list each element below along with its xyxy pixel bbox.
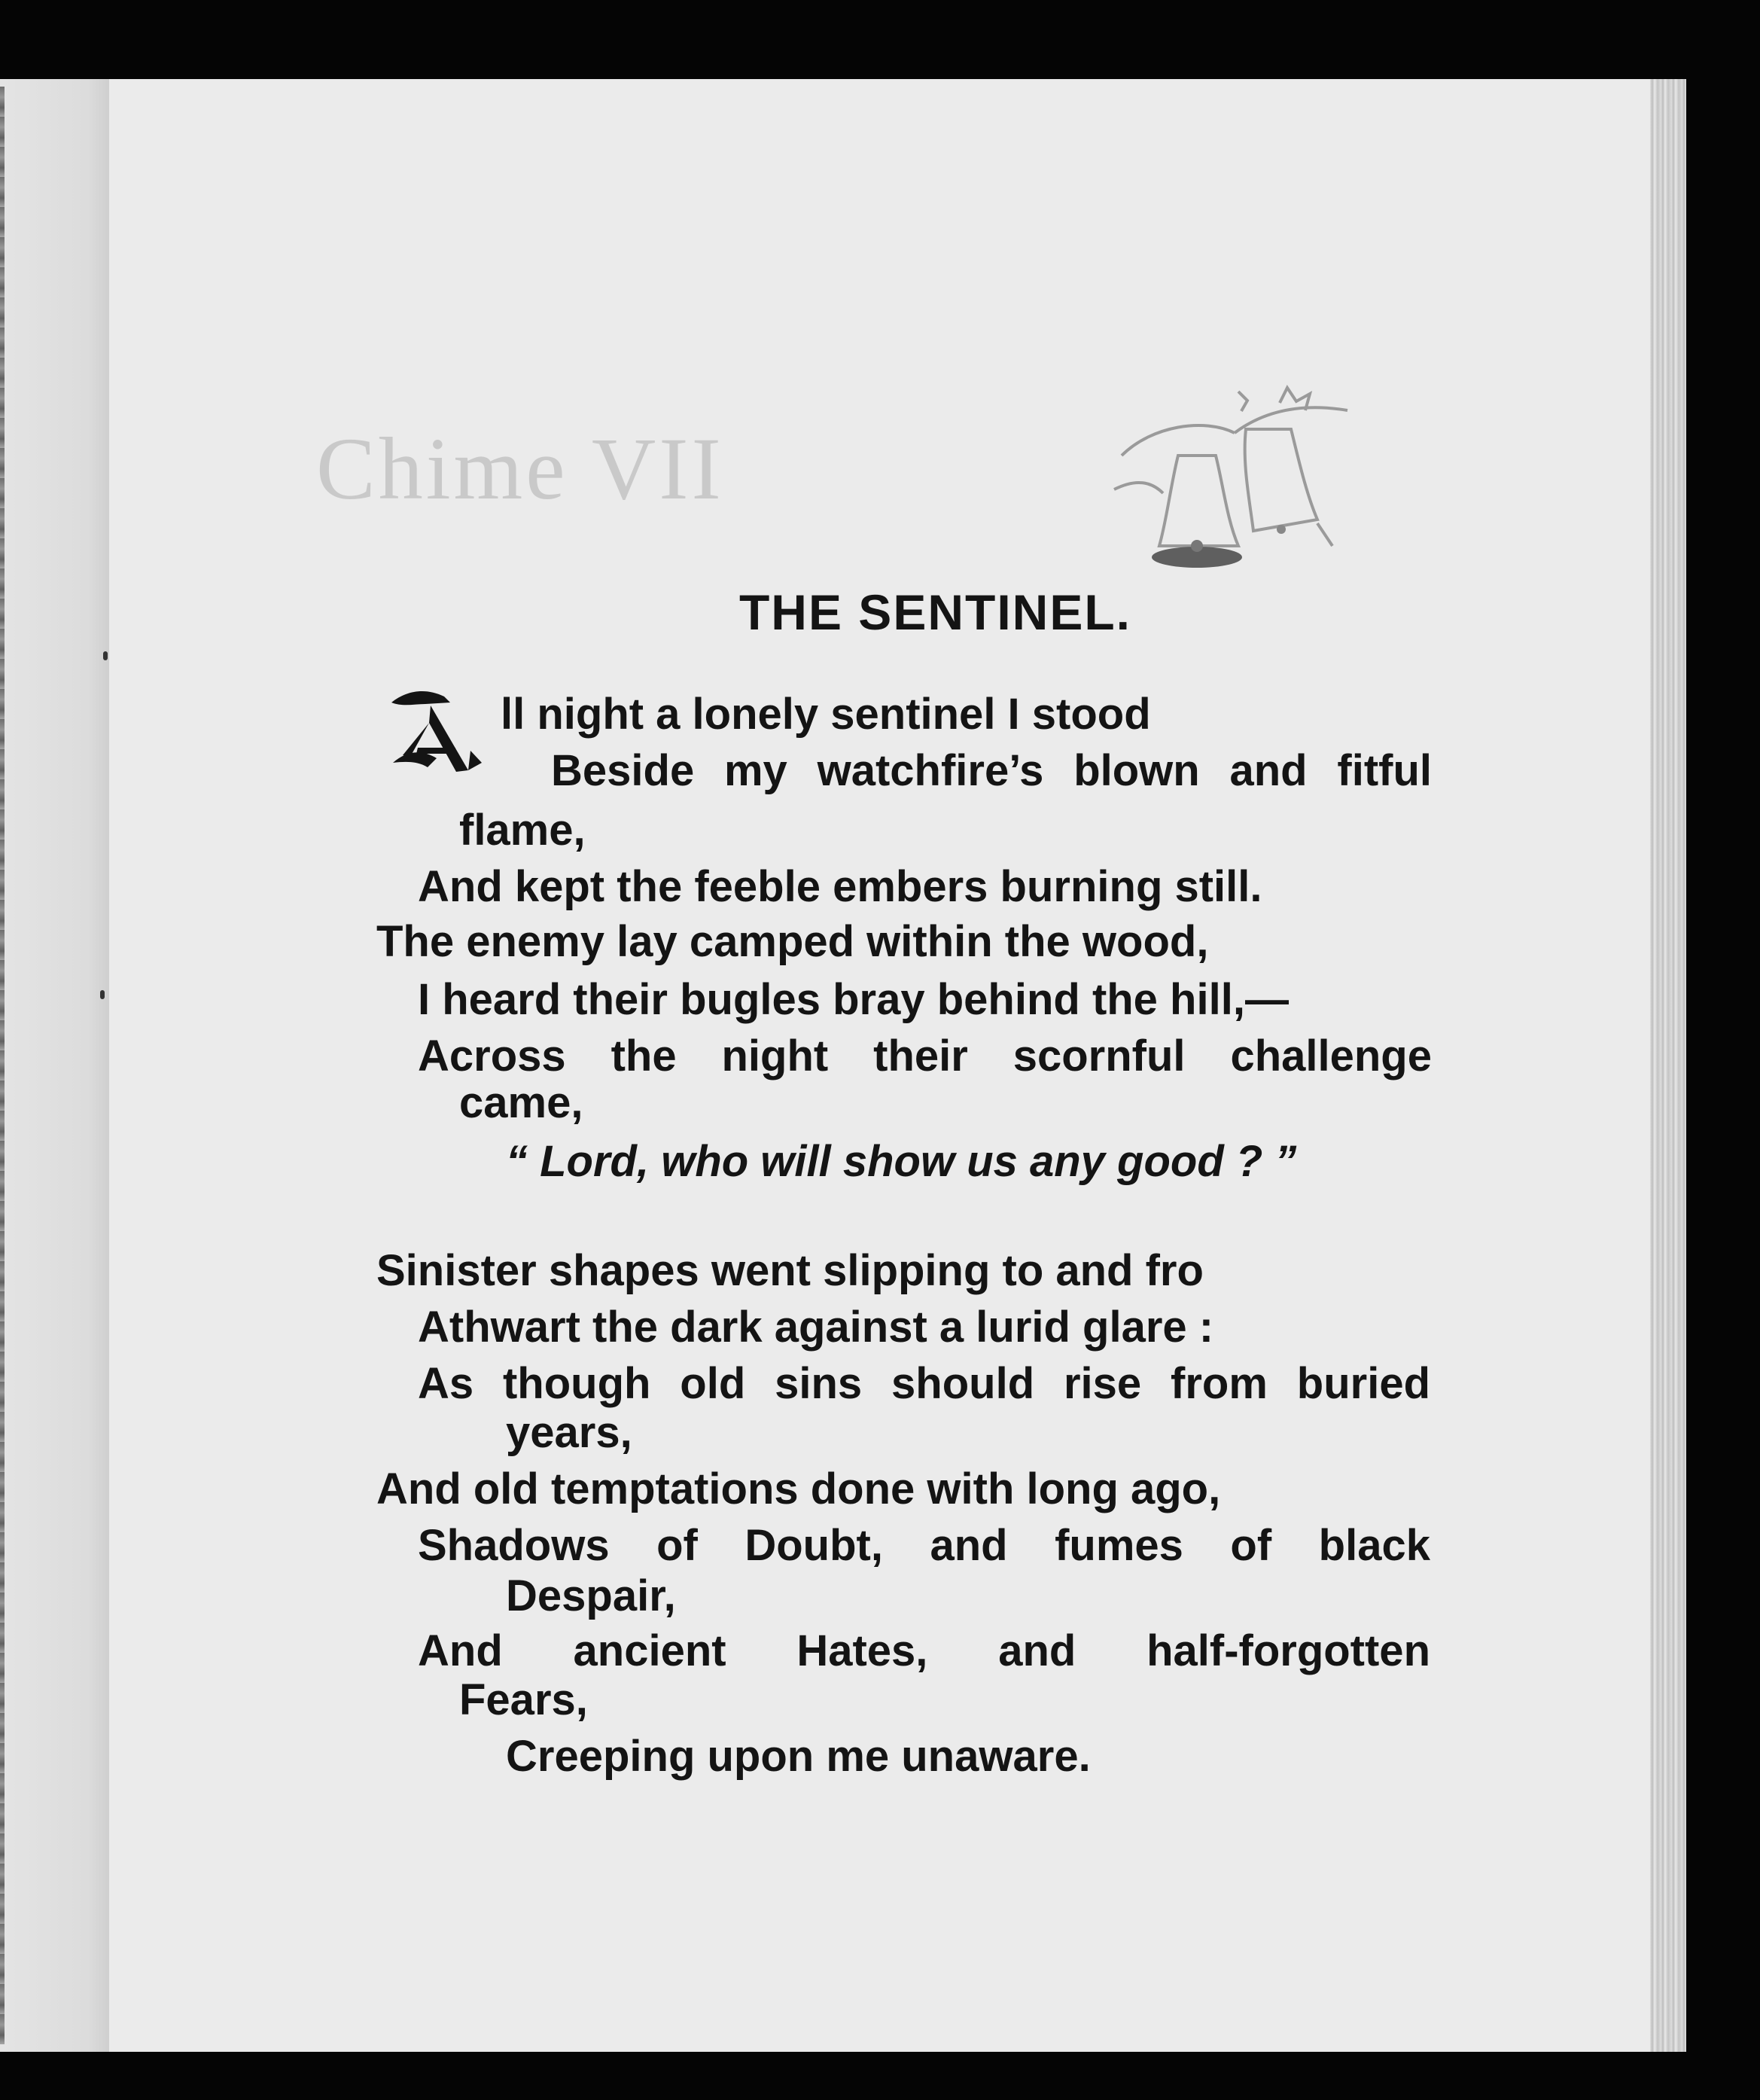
poem-line: Sinister shapes went slipping to and fro — [376, 1246, 1204, 1295]
poem-line: Athwart the dark against a lurid glare : — [418, 1303, 1214, 1352]
poem-line: Beside my watchfire’s blown and fitful — [551, 746, 1432, 795]
poem-title: THE SENTINEL. — [738, 584, 1132, 640]
chime-heading: Chime VII — [316, 419, 724, 518]
poem-line: And old temptations done with long ago, — [376, 1465, 1221, 1513]
poem-line: Creeping upon me unaware. — [506, 1732, 1091, 1781]
left-page-edge — [0, 79, 109, 2052]
poem-line: As though old sins should rise from buried — [418, 1359, 1430, 1408]
poem-line: Shadows of Doubt, and fumes of black — [418, 1521, 1430, 1570]
book-page — [109, 79, 1686, 2052]
poem-line: Across the night their scornful challenge — [418, 1032, 1432, 1080]
gutter-shadow — [0, 87, 5, 2044]
page-stack-edge — [1650, 79, 1686, 2052]
poem-line: ll night a lonely sentinel I stood — [501, 690, 1151, 739]
poem-line: The enemy lay camped within the wood, — [376, 917, 1209, 966]
poem-line: came, — [459, 1078, 583, 1127]
poem-line: “ Lord, who will show us any good ? ” — [506, 1137, 1297, 1186]
poem-line: Despair, — [506, 1571, 676, 1620]
poem-line: And kept the feeble embers burning still. — [418, 862, 1262, 911]
scan-speck — [100, 990, 105, 999]
poem-line: I heard their bugles bray behind the hill,— — [418, 975, 1289, 1024]
poem-line: Fears, — [459, 1675, 588, 1724]
dropcap-letter — [384, 681, 489, 787]
scan-speck — [103, 651, 108, 660]
poem-line: And ancient Hates, and half-forgotten — [418, 1626, 1430, 1675]
bells-icon — [1107, 358, 1355, 606]
poem-line: flame, — [459, 806, 586, 855]
poem-line: years, — [506, 1408, 632, 1457]
